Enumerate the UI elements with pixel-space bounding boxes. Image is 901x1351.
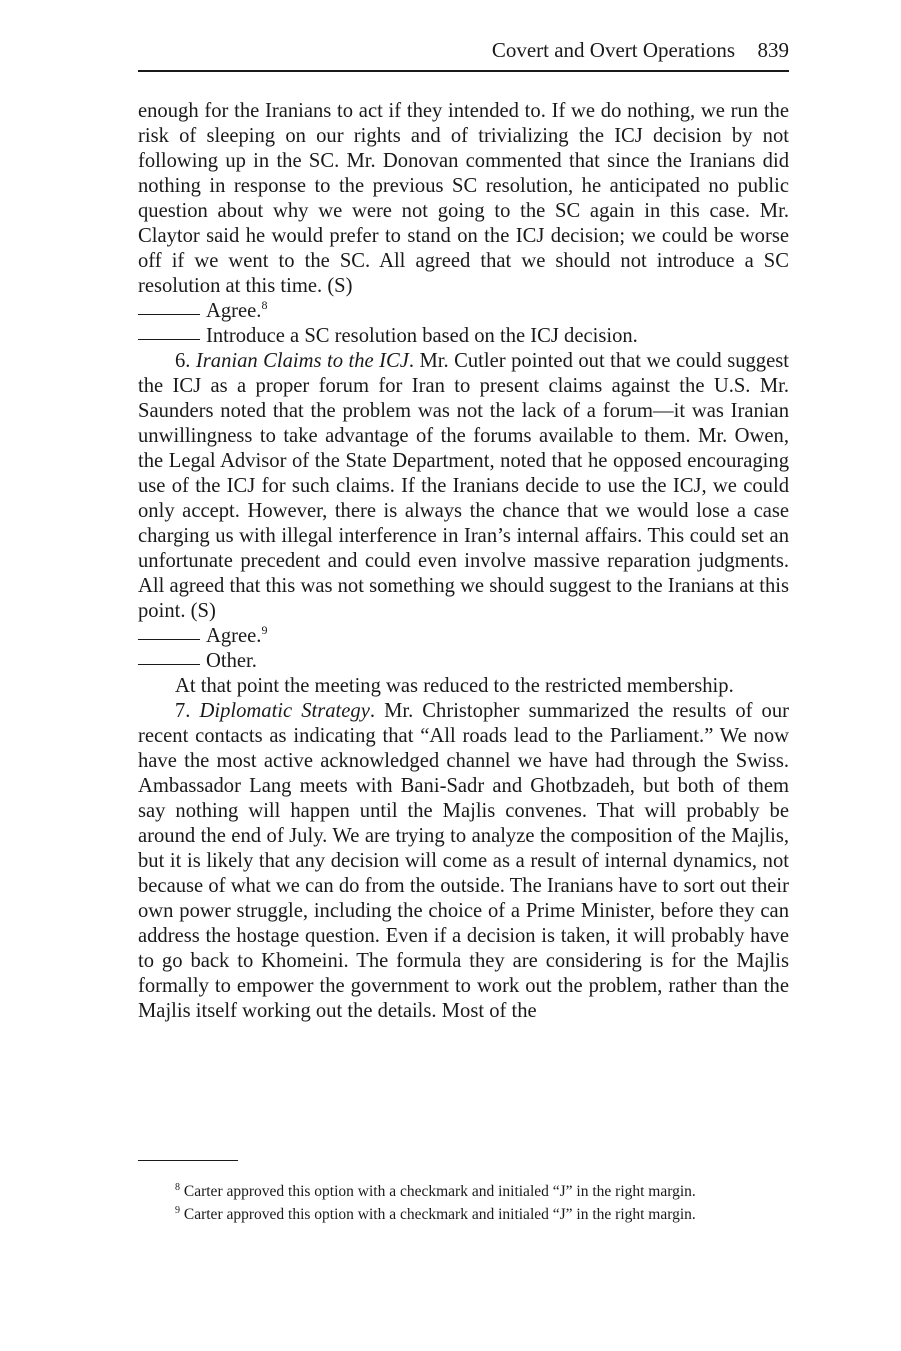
- paragraph-iranian-claims: [138, 349, 789, 624]
- option-label: Agree.: [206, 300, 262, 322]
- paragraph-restricted-membership: At that point the meeting was reduced to the restricted membership.: [175, 675, 734, 697]
- body-text: [138, 99, 789, 1024]
- section-number: 7.: [175, 700, 200, 722]
- option-agree-sc: [138, 299, 789, 324]
- option-label: Other.: [206, 650, 257, 672]
- section-body: . Mr. Christopher summarized the results of our recent contacts as indicating that “All roads lead to the Parliament.” We now have the most active acknowledged channel we have had through the Swiss. Ambassador Lang meets with Bani-Sadr and Ghotbzadeh, but both of them say nothing will happen until the Majlis convenes. That will probably be around the end of July. We are trying to analyze the composition of the Majlis, but it is likely that any decision will come as a result of internal dynamics, not because of what we can do from the outside. The Iranians have to sort out their own power struggle, including the choice of a Prime Minister, before they can address the hostage question. Even if a decision is taken, it will probably have to go back to Khomeini. The formula they are considering is for the Majlis formally to empower the government to work out the problem, rather than the Majlis itself working out the details. Most of the: [138, 700, 789, 1022]
- paragraph-diplomatic-strategy: [138, 699, 789, 1024]
- footnote-divider: [138, 1160, 238, 1161]
- option-label: Introduce a SC resolution based on the ICJ decision.: [206, 325, 638, 347]
- checkmark-blank: [138, 314, 200, 315]
- footnote-number: 9: [175, 1204, 180, 1216]
- paragraph-continuation: enough for the Iranians to act if they intended to. If we do nothing, we run the risk of sleeping on our rights and of trivializing the ICJ decision by not following up in the SC. Mr. Donovan commented that since the Iranians did nothing in response to the previous SC resolution, he anticipated no public question about why we were not going to the SC again in this case. Mr. Claytor said he would prefer to stand on the ICJ decision; we could be worse off if we went to the SC. All agreed that we should not introduce a SC resolution at this time. (S): [138, 100, 789, 297]
- footnote-text: Carter approved this option with a checkmark and initialed “J” in the right margin.: [183, 1183, 696, 1200]
- option-label: Agree.: [206, 625, 262, 647]
- option-other: [138, 649, 789, 674]
- footnote-number: 8: [175, 1181, 180, 1193]
- running-header: [138, 36, 789, 72]
- footnote-ref: 8: [261, 298, 268, 313]
- section-number: 6.: [175, 350, 196, 372]
- footnotes: [175, 1180, 795, 1226]
- footnote-text: Carter approved this option with a checkmark and initialed “J” in the right margin.: [183, 1206, 696, 1223]
- section-title: Iranian Claims to the ICJ: [195, 350, 409, 372]
- page-number: 839: [757, 38, 789, 62]
- checkmark-blank: [138, 339, 200, 340]
- section-title: Diplomatic Strategy: [199, 700, 370, 722]
- checkmark-blank: [138, 664, 200, 665]
- checkmark-blank: [138, 639, 200, 640]
- footnote-8: [175, 1180, 795, 1203]
- option-agree-icj: [138, 624, 789, 649]
- option-introduce-resolution: [138, 324, 789, 349]
- footnote-9: [175, 1203, 795, 1226]
- footnote-ref: 9: [261, 623, 268, 638]
- running-header-title: Covert and Overt Operations: [491, 38, 735, 62]
- section-body: . Mr. Cutler pointed out that we could suggest the ICJ as a proper forum for Iran to present claims against the U.S. Mr. Saunders noted that the problem was not the lack of a forum—it was Iranian unwillingness to take advantage of the forums available to them. Mr. Owen, the Legal Advisor of the State Department, noted that he opposed encouraging use of the ICJ for such claims. If the Iranians decide to use the ICJ, we could only accept. However, there is always the chance that we would lose a case charging us with illegal interference in Iran’s internal affairs. This could set an unfortunate precedent and could even involve massive reparation judgments. All agreed that this was not something we should suggest to the Iranians at this point. (S): [138, 350, 789, 622]
